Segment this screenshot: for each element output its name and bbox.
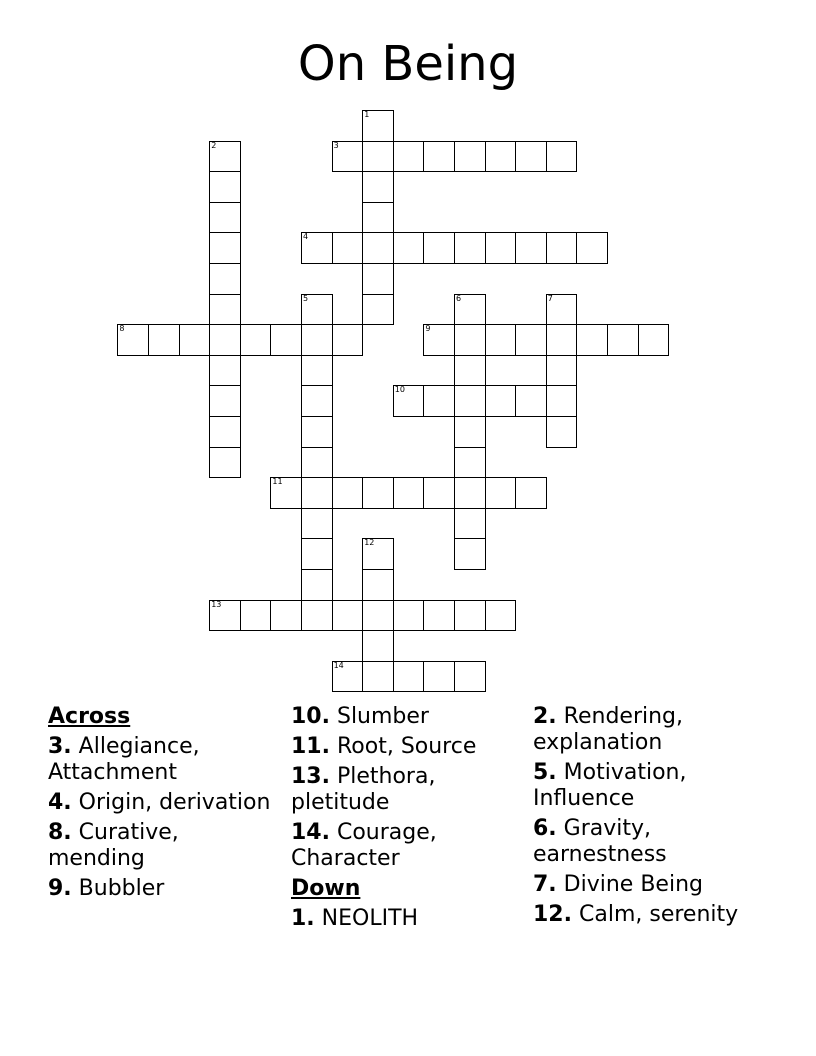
grid-cell[interactable] bbox=[270, 324, 302, 356]
grid-cell[interactable] bbox=[423, 232, 455, 264]
grid-cell[interactable] bbox=[362, 538, 394, 570]
grid-cell[interactable] bbox=[576, 232, 608, 264]
clue bbox=[291, 734, 523, 760]
grid-cell[interactable] bbox=[546, 355, 578, 387]
grid-cell[interactable] bbox=[362, 110, 394, 142]
grid-cell[interactable] bbox=[362, 263, 394, 295]
grid-cell[interactable] bbox=[332, 141, 364, 173]
grid-cell[interactable] bbox=[546, 324, 578, 356]
clue-number: 13 bbox=[211, 599, 222, 609]
grid-cell[interactable] bbox=[117, 324, 149, 356]
grid-cell[interactable] bbox=[393, 385, 425, 417]
clue-number: 8 bbox=[119, 324, 125, 334]
clue bbox=[48, 734, 280, 786]
grid-cell[interactable] bbox=[607, 324, 639, 356]
grid-cell[interactable] bbox=[362, 661, 394, 693]
grid-cell[interactable] bbox=[546, 141, 578, 173]
grid-cell[interactable] bbox=[454, 232, 486, 264]
grid-cell[interactable] bbox=[423, 600, 455, 632]
grid-cell[interactable] bbox=[270, 600, 302, 632]
clue-text: Root, Source bbox=[336, 734, 477, 759]
grid-cell[interactable] bbox=[454, 385, 486, 417]
grid-cell[interactable] bbox=[209, 447, 241, 479]
grid-cell[interactable] bbox=[240, 324, 272, 356]
grid-cell[interactable] bbox=[362, 477, 394, 509]
grid-cell[interactable] bbox=[423, 324, 455, 356]
clue-text: Curative, mending bbox=[48, 820, 179, 871]
grid-cell[interactable] bbox=[393, 600, 425, 632]
clue bbox=[48, 876, 280, 902]
clue-number-label: 11. bbox=[291, 734, 330, 759]
grid-cell[interactable] bbox=[332, 600, 364, 632]
grid-cell[interactable] bbox=[209, 416, 241, 448]
grid-cell[interactable] bbox=[515, 324, 547, 356]
clue-text: Allegiance, Attachment bbox=[48, 734, 200, 785]
grid-cell[interactable] bbox=[515, 385, 547, 417]
clue-text: Bubbler bbox=[78, 876, 165, 901]
grid-cell[interactable] bbox=[362, 569, 394, 601]
grid-cell[interactable] bbox=[301, 385, 333, 417]
grid-cell[interactable] bbox=[301, 416, 333, 448]
clue-column-3 bbox=[533, 704, 765, 932]
grid-cell[interactable] bbox=[454, 447, 486, 479]
grid-cell[interactable] bbox=[209, 232, 241, 264]
clue-number-label: 4. bbox=[48, 790, 72, 815]
clue-number: 2 bbox=[211, 140, 217, 150]
grid-cell[interactable] bbox=[546, 416, 578, 448]
clue-number-label: 10. bbox=[291, 704, 330, 729]
grid-cell[interactable] bbox=[485, 141, 517, 173]
clue-number: 10 bbox=[394, 385, 405, 395]
grid-cell[interactable] bbox=[362, 171, 394, 203]
grid-cell[interactable] bbox=[332, 477, 364, 509]
grid-cell[interactable] bbox=[179, 324, 211, 356]
grid-cell[interactable] bbox=[209, 385, 241, 417]
grid-cell[interactable] bbox=[423, 661, 455, 693]
grid-cell[interactable] bbox=[546, 232, 578, 264]
grid-cell[interactable] bbox=[301, 569, 333, 601]
grid-cell[interactable] bbox=[270, 477, 302, 509]
grid-cell[interactable] bbox=[423, 385, 455, 417]
grid-cell[interactable] bbox=[301, 508, 333, 540]
clue-number-label: 1. bbox=[291, 906, 315, 931]
grid-cell[interactable] bbox=[454, 508, 486, 540]
clue bbox=[291, 820, 523, 872]
clue bbox=[291, 764, 523, 816]
grid-cell[interactable] bbox=[301, 294, 333, 326]
clue bbox=[291, 906, 523, 932]
grid-cell[interactable] bbox=[209, 324, 241, 356]
grid-cell[interactable] bbox=[362, 232, 394, 264]
clue-number: 11 bbox=[272, 477, 283, 487]
clue-text: Divine Being bbox=[563, 872, 703, 897]
grid-cell[interactable] bbox=[454, 538, 486, 570]
clue bbox=[533, 816, 765, 868]
clue-text: Origin, derivation bbox=[78, 790, 271, 815]
clue-number: 14 bbox=[333, 660, 344, 670]
clue-number: 12 bbox=[364, 538, 375, 548]
puzzle-title: On Being bbox=[297, 36, 519, 92]
grid-cell[interactable] bbox=[301, 355, 333, 387]
grid-cell[interactable] bbox=[485, 385, 517, 417]
grid-cell[interactable] bbox=[576, 324, 608, 356]
grid-cell[interactable] bbox=[362, 630, 394, 662]
clue-text: Calm, serenity bbox=[578, 902, 739, 927]
grid-cell[interactable] bbox=[209, 141, 241, 173]
clue bbox=[48, 790, 280, 816]
clue-number-label: 2. bbox=[533, 704, 557, 729]
grid-cell[interactable] bbox=[362, 294, 394, 326]
clue-number-label: 12. bbox=[533, 902, 572, 927]
grid-cell[interactable] bbox=[393, 141, 425, 173]
clue-text: Slumber bbox=[336, 704, 429, 729]
grid-cell[interactable] bbox=[301, 538, 333, 570]
grid-cell[interactable] bbox=[454, 477, 486, 509]
clue bbox=[533, 872, 765, 898]
grid-cell[interactable] bbox=[423, 141, 455, 173]
clue bbox=[533, 704, 765, 756]
grid-cell[interactable] bbox=[454, 661, 486, 693]
grid-cell[interactable] bbox=[454, 600, 486, 632]
grid-cell[interactable] bbox=[148, 324, 180, 356]
clue-heading: Down bbox=[291, 876, 361, 901]
clue-number: 6 bbox=[456, 293, 462, 303]
grid-cell[interactable] bbox=[638, 324, 670, 356]
clue-text: Gravity, earnestness bbox=[533, 816, 667, 867]
grid-cell[interactable] bbox=[362, 600, 394, 632]
grid-cell[interactable] bbox=[209, 202, 241, 234]
clue-text: NEOLITH bbox=[321, 906, 419, 931]
grid-cell[interactable] bbox=[393, 661, 425, 693]
clue-number: 4 bbox=[303, 232, 309, 242]
clue-number-label: 3. bbox=[48, 734, 72, 759]
grid-cell[interactable] bbox=[301, 600, 333, 632]
clue bbox=[533, 902, 765, 928]
clue-column-2 bbox=[291, 704, 523, 936]
grid-cell[interactable] bbox=[209, 294, 241, 326]
grid-cell[interactable] bbox=[454, 355, 486, 387]
grid-cell[interactable] bbox=[240, 600, 272, 632]
clue-number-label: 7. bbox=[533, 872, 557, 897]
clue-text: Motivation, Influence bbox=[533, 760, 687, 811]
clue-number-label: 9. bbox=[48, 876, 72, 901]
grid-cell[interactable] bbox=[546, 294, 578, 326]
clue-column-1 bbox=[48, 704, 280, 906]
clue bbox=[291, 704, 523, 730]
grid-cell[interactable] bbox=[362, 202, 394, 234]
clue-number: 7 bbox=[547, 293, 553, 303]
grid-cell[interactable] bbox=[209, 355, 241, 387]
grid-cell[interactable] bbox=[393, 232, 425, 264]
grid-cell[interactable] bbox=[515, 232, 547, 264]
clue-text: Plethora, pletitude bbox=[291, 764, 436, 815]
grid-cell[interactable] bbox=[301, 447, 333, 479]
clue-heading: Across bbox=[48, 704, 131, 729]
clue bbox=[533, 760, 765, 812]
grid-cell[interactable] bbox=[454, 141, 486, 173]
grid-cell[interactable] bbox=[454, 416, 486, 448]
grid-cell[interactable] bbox=[454, 324, 486, 356]
clue-text: Courage, Character bbox=[291, 820, 437, 871]
grid-cell[interactable] bbox=[209, 263, 241, 295]
grid-cell[interactable] bbox=[332, 324, 364, 356]
grid-cell[interactable] bbox=[301, 232, 333, 264]
grid-cell[interactable] bbox=[485, 600, 517, 632]
clue-number-label: 14. bbox=[291, 820, 330, 845]
grid-cell[interactable] bbox=[485, 324, 517, 356]
grid-cell[interactable] bbox=[546, 385, 578, 417]
grid-cell[interactable] bbox=[332, 661, 364, 693]
clue-number-label: 6. bbox=[533, 816, 557, 841]
clue-number: 3 bbox=[333, 140, 339, 150]
grid-cell[interactable] bbox=[362, 141, 394, 173]
grid-cell[interactable] bbox=[209, 600, 241, 632]
clue-number-label: 8. bbox=[48, 820, 72, 845]
grid-cell[interactable] bbox=[423, 477, 455, 509]
grid-cell[interactable] bbox=[485, 477, 517, 509]
clue-number: 5 bbox=[303, 293, 309, 303]
clue-number-label: 13. bbox=[291, 764, 330, 789]
grid-cell[interactable] bbox=[515, 141, 547, 173]
grid-cell[interactable] bbox=[301, 477, 333, 509]
grid-cell[interactable] bbox=[485, 232, 517, 264]
clue-number-label: 5. bbox=[533, 760, 557, 785]
clue-text: Rendering, explanation bbox=[533, 704, 684, 755]
grid-cell[interactable] bbox=[454, 294, 486, 326]
grid-cell[interactable] bbox=[393, 477, 425, 509]
grid-cell[interactable] bbox=[515, 477, 547, 509]
grid-cell[interactable] bbox=[332, 232, 364, 264]
clue bbox=[48, 820, 280, 872]
clue-number: 9 bbox=[425, 324, 431, 334]
grid-cell[interactable] bbox=[301, 324, 333, 356]
clue-number: 1 bbox=[364, 110, 370, 119]
grid-cell[interactable] bbox=[209, 171, 241, 203]
